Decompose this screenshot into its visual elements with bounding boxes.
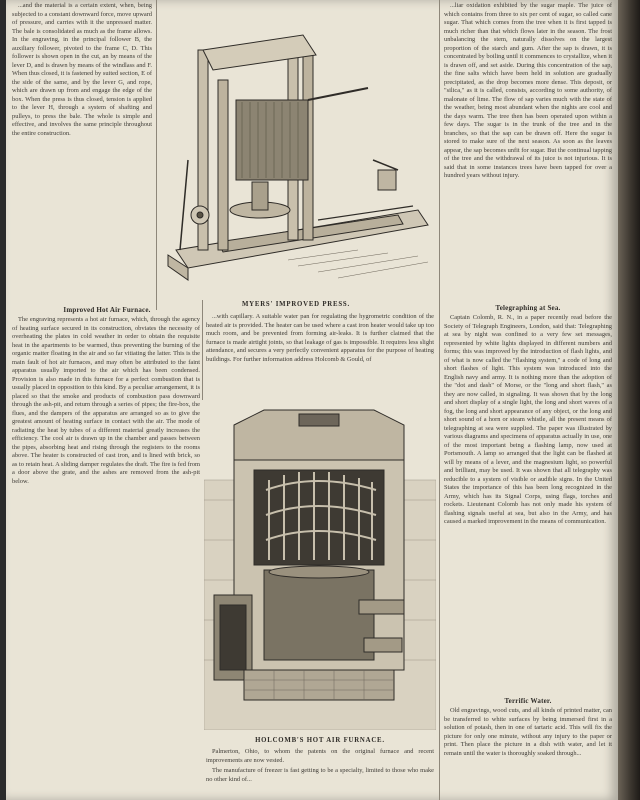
left-top-text: ...and the material is a certain extent, when, being subjected to a constant downward force, move upward of pressure, and carries with it the unpressed matter. The bale is consolidated as much as the frame allows. In the engraving, in the principal follower B, the auxiliary follower, pivoted to the frame C, D. This follower is shown open in the cut, an by means of the lever D, and is drawn by means of the windlass and F. When thus closed, it is fastened by suited section, E of the side of the same, and by the lever G, and rope, which are drawn up from and engage the edge of the box. When the press is thus closed, tension is applied to the lever H, through a system of shafting and pulleys, to press the bale. The whole is simple and effective, and involves the same principle throughout the entire construction.	[12, 2, 152, 137]
column-rule-right	[439, 0, 440, 800]
press-ground-hatching	[288, 250, 428, 278]
left-bottom-text: The engraving represents a hot air furnace, which, through the agency of heating surface secured in its construction, obviates the necessity of overheating the plates in cold weather in order to obtain the requisite heat in the apartments to be warmed, thus preventing the burning of the organic matter floating in the air and so far vitiating the latter. This is the main fault of hot air furnaces, and may often be attributed to the faint apparatus usually imported to the air which has been condensed. Provision is also made in this furnace for a perfect combustion that is usually placed in opposition to this kind. By a peculiar arrangement, it is placed so that the smoke and products of combustion pass downward through the ash-pit, and return through a series of pipes; the fire-box, the flues, and the dampers of the apparatus are arranged so as to give the greatest amount of heating surface in contact with the air. The mode of radiating the heat by tubes of a different material greatly increases the efficiency. The cool air is drawn up in the chamber and passes between the pipes, absorbing heat and rising through the registers to the rooms above. The heater is constructed of cast iron, and is lined with brick, so as to retain heat. A sliding damper regulates the draft. The fire is fed from a door above the grate, and the ashes are removed from the ash-pit below.	[12, 316, 200, 485]
furnace-drawing	[204, 400, 436, 730]
newspaper-page	[6, 0, 618, 800]
middle-bottom-text-2: Palmerton, Ohio, to whom the patents on the original furnace and recent improvements are now vested.	[206, 748, 434, 764]
press-body	[168, 35, 428, 280]
left-column-top	[12, 2, 152, 292]
furnace-illustration	[204, 400, 436, 730]
middle-text: ...with capillary. A suitable water pan for regulating the hygrometric condition of the heated air is provided. The heater can be used where a cast iron heater would take up too much room, and be prevented from forming air-leaks. It is further claimed that the furnace is made airtight joints, so that leakage of gas is impossible. It requires less slight attendance, and secures a very perfectly convenient apparatus for the purpose of heating buildings. For further information address Holcomb & Gould, of	[206, 313, 434, 363]
left-column-bottom	[12, 316, 200, 800]
column-rule-mid	[202, 300, 203, 400]
press-illustration	[158, 10, 436, 300]
middle-column	[206, 313, 434, 399]
right-top-text: ...liar oxidation exhibited by the sugar maple. The juice of which contains from three to six per cent of sugar, so called cane sugar. That which comes from the tree when it is first tapped is much richer than that which flows later in the season. The frost unbalancing the stem, naturally dissolves on the largest proportion of the starch and gum. After the sap is drawn, it is concentrated by boiling until it commences to crystallize, when it is drawn off, and set aside. During this concentration of the sap, the fine salts which have been held in solution are gradually precipitated, as the drop becomes more dense. This deposit, or "silica," as it is called, consists, according to some authority, of malonate of lime. The flow of sap varies much with the state of the weather, being most abundant when the nights are cool and the days warm. The tree then has been operated upon within a few days. The sugar is in the trunk of the tree and in the branches, so that the sap can be drawn off. Here the sugar is stored to make sure of the next season. As soon as the leaves appear, the sap becomes unfit for sugar. But the continual tapping of the tree and the withdrawal of its juice is not injurious. It is said that in some instances trees have been tapped for over a hundred years without injury.	[444, 2, 612, 179]
right-column-mid	[444, 314, 612, 692]
middle-bottom-text-3: The manufacture of freezer is fast getting to be a specialty, limited to those who make no other kind of...	[206, 767, 434, 783]
furnace-caption: HOLCOMB'S HOT AIR FURNACE.	[255, 737, 385, 744]
right-bottom-text: Old engravings, wood cuts, and all kinds of printed matter, can be transferred to white surfaces by being immersed first in a solution of potash, then in one of tartaric acid. This will fix the picture for only one minute, without any injury to the paper or print. Then place the picture in a dish with water, and let it remain until the water is thoroughly soaked through...	[444, 707, 612, 757]
middle-bottom-column	[206, 748, 434, 800]
right-heading: Telegraphing at Sea.	[495, 304, 561, 312]
right-column-bottom	[444, 707, 612, 800]
book-gutter-shadow	[618, 0, 640, 800]
right-mid-text: Captain Colomb, R. N., in a paper recently read before the Society of Telegraph Engineers, London, said that: Telegraphing at sea by night was confined to a very few set messages, represented by white lights displayed in different numbers and forms; this was improved by the introduction of flash lights, and of what is now called the "flashing system," a code of long and short flashes of light. This system was introduced into the English navy and army. It is nothing more than the adoption of the "dot and dash" of Morse, or the "long and short flash," as they are now called, in signaling. It was shown that by the long and short display of a single light, the long and short waves of a fog, the long and short appearance of any object, or the long and short sound of a horn or steam whistle, all the present means of telegraphing at sea were supplied. The paper was illustrated by various diagrams and specimens of apparatus actually in use, one of the most important being a flashing lamp, now used at Portsmouth. A lamp so arranged that the light can be flashed at will by means of a lever, and the magnesium light, so powerful and brilliant, may be used. It was shown that all telegraphy was reducible to a system of visible or audible signs. In the United States the importance of this has been long recognized in the Army, which has its Signal Corps, using flags, torches and rockets. Lieutenant Colomb has not only made his system of flashing signals useful at sea, but also in the Army, and has caused a marked improvement in the means of communication.	[444, 314, 612, 525]
press-drawing	[158, 10, 436, 300]
press-caption: MYERS' IMPROVED PRESS.	[241, 301, 351, 308]
right-column-top	[444, 2, 612, 300]
right-lower-heading: Terrific Water.	[504, 697, 552, 705]
furnace-body	[214, 410, 404, 700]
column-rule-left	[156, 0, 157, 310]
left-heading: Improved Hot Air Furnace.	[63, 306, 151, 314]
